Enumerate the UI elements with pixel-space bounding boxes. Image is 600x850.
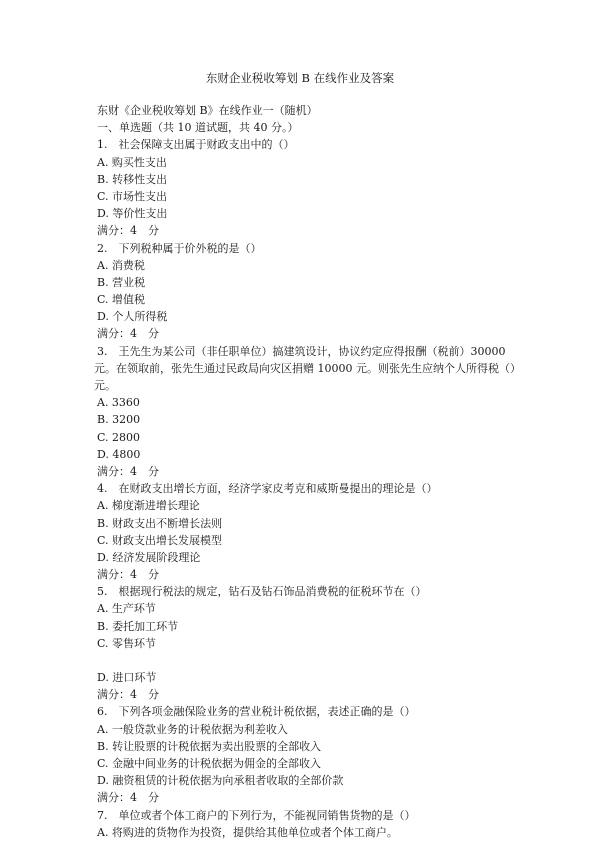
option-a: A. 梯度渐进增长理论	[97, 499, 200, 513]
option-a: A. 一般贷款业务的计税依据为利差收入	[97, 722, 288, 736]
question-stem: 3. 王先生为某公司（非任职单位）搞建筑设计，协议约定应得报酬（税前）30000 元。在领取前，张先生通过民政局向灾区捐赠 10000 元。则张先生应纳个人所得税（）元。	[94, 344, 521, 393]
option-d: D. 进口环节	[97, 671, 157, 685]
question-stem: 5. 根据现行税法的规定，钻石及钻石饰品消费税的征税环节在（）	[97, 585, 427, 599]
option-c: C. 2800	[97, 430, 141, 444]
question-stem: 7. 单位或者个体工商户的下列行为，不能视同销售货物的是（）	[97, 808, 416, 822]
question-7	[97, 807, 537, 841]
option-d: D. 4800	[97, 447, 141, 461]
option-c: C. 市场性支出	[97, 189, 168, 203]
question-5	[97, 583, 537, 703]
question-stem: 4. 在财政支出增长方面，经济学家皮考克和威斯曼提出的理论是（）	[97, 482, 438, 496]
option-a: A. 生产环节	[97, 602, 156, 616]
option-b: B. 转移性支出	[97, 172, 168, 186]
document-title: 东财企业税收筹划 B 在线作业及答案	[205, 71, 395, 85]
document-body	[94, 102, 537, 841]
question-score: 满分：4 分	[97, 568, 159, 582]
question-score: 满分：4 分	[97, 327, 159, 341]
option-d: D. 个人所得税	[97, 310, 168, 324]
section-heading: 一、单选题（共 10 道试题，共 40 分。）	[97, 121, 299, 135]
option-a: A. 购买性支出	[97, 155, 167, 169]
option-d: D. 等价性支出	[97, 207, 168, 221]
option-a: A. 3360	[97, 396, 140, 410]
question-3	[94, 343, 537, 481]
option-b: B. 转让股票的计税依据为卖出股票的全部收入	[97, 739, 322, 753]
question-4	[97, 480, 537, 583]
question-stem: 2. 下列税种属于价外税的是（）	[97, 241, 262, 255]
option-c: C. 金融中间业务的计税依据为佣金的全部收入	[97, 756, 322, 770]
question-1	[97, 136, 537, 239]
option-b: B. 委托加工环节	[97, 619, 179, 633]
question-score: 满分：4 分	[97, 464, 159, 478]
option-c: C. 财政支出增长发展模型	[97, 533, 223, 547]
option-b: B. 3200	[97, 413, 141, 427]
question-score: 满分：4 分	[97, 224, 159, 238]
question-6	[97, 703, 537, 806]
question-score: 满分：4 分	[97, 688, 159, 702]
option-d: D. 融资租赁的计税依据为向承租者收取的全部价款	[97, 774, 344, 788]
question-2	[97, 240, 537, 343]
question-stem: 1. 社会保障支出属于财政支出中的（）	[97, 138, 295, 152]
option-a: A. 消费税	[97, 258, 145, 272]
option-c: C. 增值税	[97, 293, 146, 307]
assignment-subtitle: 东财《企业税收筹划 B》在线作业一（随机）	[97, 104, 318, 117]
blank-gap	[97, 652, 537, 669]
option-b: B. 财政支出不断增长法则	[97, 516, 223, 530]
option-c: C. 零售环节	[97, 636, 157, 650]
option-b: B. 营业税	[97, 275, 146, 289]
question-score: 满分：4 分	[97, 791, 159, 805]
question-stem: 6. 下列各项金融保险业务的营业税计税依据，表述正确的是（）	[97, 705, 416, 719]
option-a: A. 将购进的货物作为投资，提供给其他单位或者个体工商户。	[97, 825, 398, 839]
option-d: D. 经济发展阶段理论	[97, 550, 201, 564]
